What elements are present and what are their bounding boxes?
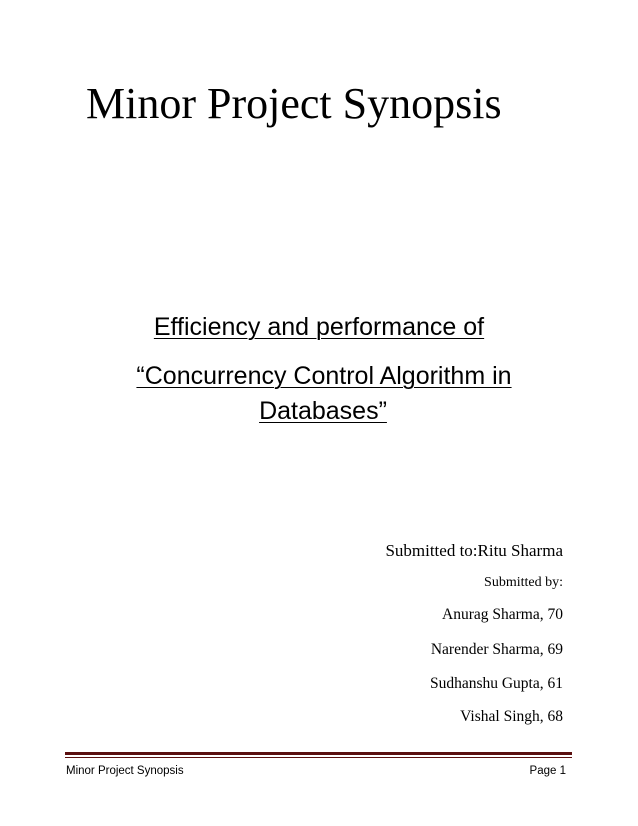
submitted-by-label: Submitted by:	[484, 575, 563, 590]
footer-page-number: Page 1	[529, 765, 566, 777]
submitted-to: Submitted to:Ritu Sharma	[385, 541, 563, 560]
team-member: Vishal Singh, 68	[460, 708, 563, 725]
footer-document-title: Minor Project Synopsis	[66, 765, 184, 777]
team-member: Sudhanshu Gupta, 61	[429, 675, 563, 692]
subject-line-1-text: Efficiency and performance of	[153, 313, 485, 341]
footer-rule	[65, 752, 572, 755]
subject-line-3-text: Databases”	[259, 397, 387, 425]
subject-line-3	[4, 395, 638, 427]
page-title: Minor Project Synopsis	[86, 79, 502, 128]
subject-line-2-text: “Concurrency Control Algorithm in	[136, 362, 512, 390]
subject-line-2	[5, 360, 638, 392]
team-member: Anurag Sharma, 70	[442, 606, 563, 623]
subject-line-1	[0, 311, 638, 343]
team-member: Narender Sharma, 69	[430, 641, 563, 658]
footer-rule-thin	[65, 757, 572, 758]
